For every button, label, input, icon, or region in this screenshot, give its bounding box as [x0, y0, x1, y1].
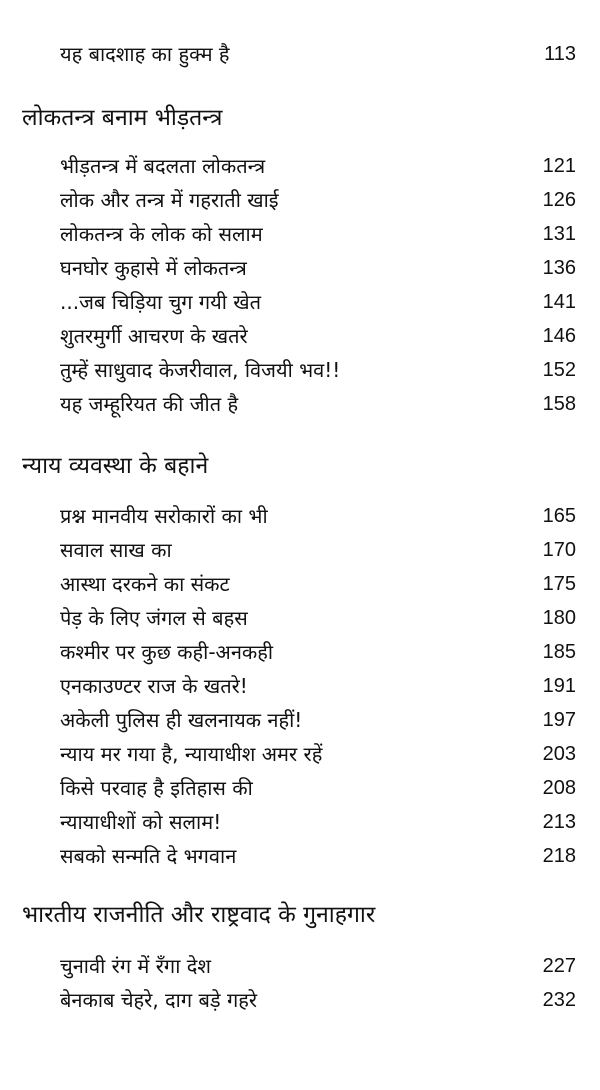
toc-entry-page-number: 158 [542, 393, 576, 415]
toc-entry [60, 388, 576, 420]
toc-entry-page-number: 141 [542, 291, 576, 313]
toc-entry-title: लोक और तन्त्र में गहराती खाई [60, 188, 279, 212]
toc-entry-title: शुतरमुर्गी आचरण के खतरे [60, 324, 248, 348]
toc-entry [60, 534, 576, 566]
toc-entry [60, 772, 576, 804]
toc-entry-title: लोकतन्त्र के लोक को सलाम [60, 222, 263, 246]
toc-entry-title: किसे परवाह है इतिहास की [60, 776, 253, 800]
section-heading: लोकतन्त्र बनाम भीड़तन्त्र [22, 105, 223, 131]
section-heading: भारतीय राजनीति और राष्ट्रवाद के गुनाहगार [22, 902, 376, 928]
toc-entry-title: तुम्हें साधुवाद केजरीवाल, विजयी भव!! [60, 358, 341, 382]
toc-entry-page-number: 113 [544, 43, 576, 65]
toc-entry-page-number: 197 [542, 709, 576, 731]
section-heading: न्याय व्यवस्था के बहाने [22, 453, 209, 479]
toc-entry-title: कश्मीर पर कुछ कही-अनकही [60, 640, 274, 664]
toc-entry-page-number: 121 [542, 155, 576, 177]
toc-entry-page-number: 218 [542, 845, 576, 867]
toc-entry [60, 38, 576, 70]
toc-entry [60, 320, 576, 352]
toc-entry-title: प्रश्न मानवीय सरोकारों का भी [60, 504, 268, 528]
toc-entry-title: भीड़तन्त्र में बदलता लोकतन्त्र [60, 154, 266, 178]
toc-entry-title: न्याय मर गया है, न्यायाधीश अमर रहें [60, 742, 323, 766]
toc-entry-page-number: 165 [542, 505, 576, 527]
toc-entry-title: पेड़ के लिए जंगल से बहस [60, 606, 248, 630]
toc-entry-page-number: 208 [542, 777, 576, 799]
toc-entry [60, 150, 576, 182]
toc-entry-title: यह जम्हूरियत की जीत है [60, 392, 239, 416]
toc-entry-page-number: 203 [542, 743, 576, 765]
toc-entry-page-number: 175 [542, 573, 576, 595]
toc-entry [60, 184, 576, 216]
toc-entry [60, 738, 576, 770]
toc-entry-page-number: 152 [542, 359, 576, 381]
toc-entry [60, 840, 576, 872]
toc-entry-title: बेनकाब चेहरे, दाग बड़े गहरे [60, 988, 258, 1012]
toc-entry-title: घनघोर कुहासे में लोकतन्त्र [60, 256, 247, 280]
toc-entry-title: सबको सन्मति दे भगवान [60, 844, 237, 868]
toc-entry-title: सवाल साख का [60, 538, 172, 562]
toc-entry-page-number: 191 [542, 675, 576, 697]
toc-entry-title: न्यायाधीशों को सलाम! [60, 810, 222, 834]
toc-entry-page-number: 213 [542, 811, 576, 833]
toc-entry [60, 806, 576, 838]
toc-entry [60, 984, 576, 1016]
toc-entry [60, 218, 576, 250]
toc-entry-title: यह बादशाह का हुक्म है [60, 42, 230, 66]
toc-entry-title: ...जब चिड़िया चुग गयी खेत [60, 290, 262, 314]
toc-entry-page-number: 146 [542, 325, 576, 347]
toc-entry-title: आस्था दरकने का संकट [60, 572, 230, 596]
toc-entry-page-number: 232 [542, 989, 576, 1011]
toc-entry [60, 286, 576, 318]
toc-entry [60, 354, 576, 386]
toc-entry-title: चुनावी रंग में रँगा देश [60, 954, 211, 978]
toc-entry [60, 670, 576, 702]
toc-entry-page-number: 185 [542, 641, 576, 663]
toc-entry [60, 252, 576, 284]
toc-entry-title: एनकाउण्टर राज के खतरे! [60, 674, 248, 698]
toc-entry-page-number: 227 [542, 955, 576, 977]
toc-entry [60, 500, 576, 532]
toc-entry [60, 568, 576, 600]
toc-entry-title: अकेली पुलिस ही खलनायक नहीं! [60, 708, 303, 732]
toc-entry-page-number: 180 [542, 607, 576, 629]
toc-entry [60, 704, 576, 736]
toc-entry-page-number: 136 [542, 257, 576, 279]
toc-entry [60, 636, 576, 668]
toc-entry [60, 950, 576, 982]
toc-entry [60, 602, 576, 634]
toc-entry-page-number: 126 [542, 189, 576, 211]
toc-entry-page-number: 131 [542, 223, 576, 245]
toc-entry-page-number: 170 [542, 539, 576, 561]
